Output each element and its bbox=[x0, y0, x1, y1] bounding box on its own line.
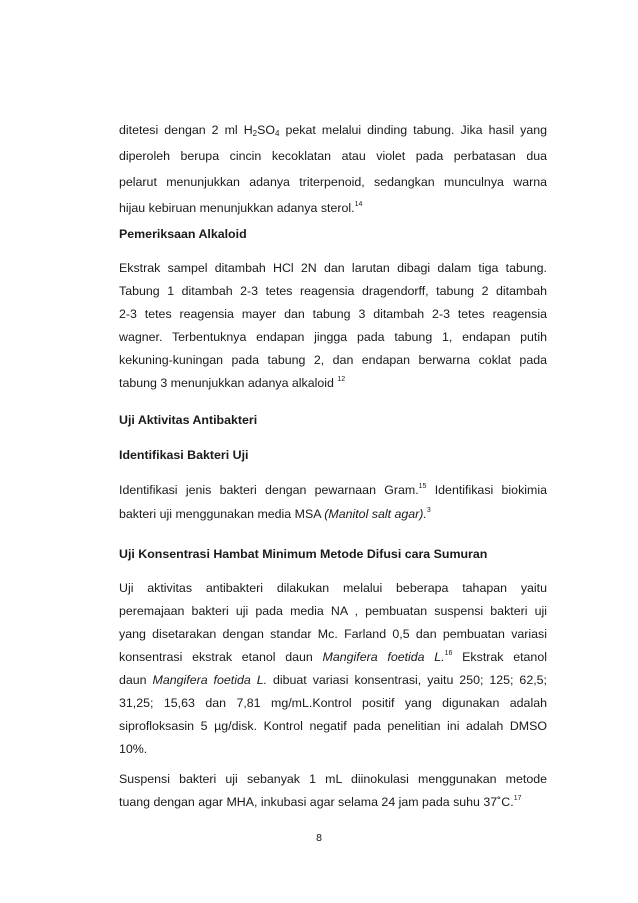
text-span: Identifikasi jenis bakteri dengan pewarnaan Gram. bbox=[119, 483, 419, 497]
text-line: Ekstrak sampel ditambah HCl 2N dan larutan dibagi dalam tiga tabung. bbox=[119, 261, 547, 275]
citation-superscript: 16 bbox=[444, 650, 453, 657]
text-line bbox=[119, 478, 547, 502]
text-span: ditetesi dengan 2 ml H bbox=[119, 123, 253, 137]
citation-superscript: 14 bbox=[354, 201, 363, 208]
text-span: tabung 3 menunjukkan adanya alkaloid bbox=[119, 376, 338, 390]
text-line: 10%. bbox=[119, 742, 148, 756]
text-line bbox=[119, 790, 547, 814]
italic-text: Mangifera foetida L. bbox=[152, 673, 268, 687]
text-span: Identifikasi biokimia bbox=[426, 483, 547, 497]
text-line: wagner. Terbentuknya endapan jingga pada tabung 1, endapan putih bbox=[119, 330, 547, 344]
text-line bbox=[119, 196, 547, 220]
text-line bbox=[119, 645, 547, 669]
text-line: siprofloksasin 5 µg/disk. Kontrol negatif pada penelitian ini adalah DMSO bbox=[119, 719, 547, 733]
text-line: pelarut menunjukkan adanya triterpenoid, sedangkan munculnya warna bbox=[119, 175, 547, 189]
text-line: 2-3 tetes reagensia mayer dan tabung 3 ditambah 2-3 tetes reagensia bbox=[119, 307, 547, 321]
citation-superscript: 3 bbox=[426, 507, 431, 514]
text-span: bakteri uji menggunakan media MSA bbox=[119, 507, 325, 521]
text-line bbox=[119, 371, 547, 395]
text-line: kekuning-kuningan pada tabung 2, dan endapan berwarna coklat pada bbox=[119, 353, 547, 367]
citation-superscript: 15 bbox=[418, 483, 427, 490]
citation-superscript: 12 bbox=[337, 376, 346, 383]
subscript: 4 bbox=[275, 129, 280, 138]
page-number: 8 bbox=[315, 833, 323, 844]
italic-text: Mangifera foetida L. bbox=[322, 650, 445, 664]
text-span: hijau kebiruan menunjukkan adanya sterol. bbox=[119, 201, 355, 215]
heading-konsentrasi-hambat: Uji Konsentrasi Hambat Minimum Metode Difusi cara Sumuran bbox=[119, 547, 488, 561]
heading-uji-aktivitas: Uji Aktivitas Antibakteri bbox=[119, 413, 258, 427]
text-span: Ekstrak etanol bbox=[452, 650, 547, 664]
text-line bbox=[119, 668, 547, 692]
text-span: SO bbox=[257, 123, 276, 137]
text-line: Suspensi bakteri uji sebanyak 1 mL diinokulasi menggunakan metode bbox=[119, 772, 547, 786]
italic-text: (Manitol salt agar). bbox=[324, 507, 427, 521]
text-span: pekat melalui dinding tabung. Jika hasil yang bbox=[279, 123, 547, 137]
text-line: Tabung 1 ditambah 2-3 tetes reagensia dragendorff, tabung 2 ditambah bbox=[119, 284, 547, 298]
text-line bbox=[119, 502, 547, 526]
text-span: dibuat variasi konsentrasi, yaitu 250; 125; 62,5; bbox=[267, 673, 547, 687]
text-line: Uji aktivitas antibakteri dilakukan melalui beberapa tahapan yaitu bbox=[119, 581, 547, 595]
text-line bbox=[119, 118, 547, 142]
text-line: peremajaan bakteri uji pada media NA , pembuatan suspensi bakteri uji bbox=[119, 604, 547, 618]
text-line: diperoleh berupa cincin kecoklatan atau violet pada perbatasan dua bbox=[119, 149, 547, 163]
text-span: konsentrasi ekstrak etanol daun bbox=[119, 650, 323, 664]
heading-identifikasi-bakteri: Identifikasi Bakteri Uji bbox=[119, 448, 249, 462]
heading-pemeriksaan-alkaloid: Pemeriksaan Alkaloid bbox=[119, 227, 247, 241]
citation-superscript: 17 bbox=[513, 795, 522, 802]
text-span: tuang dengan agar MHA, inkubasi agar selama 24 jam pada suhu 37˚C. bbox=[119, 795, 514, 809]
subscript: 2 bbox=[252, 129, 258, 138]
text-line: yang disetarakan dengan standar Mc. Farland 0,5 dan pembuatan variasi bbox=[119, 627, 547, 641]
text-line: 31,25; 15,63 dan 7,81 mg/mL.Kontrol positif yang digunakan adalah bbox=[119, 696, 547, 710]
text-span: daun bbox=[119, 673, 153, 687]
